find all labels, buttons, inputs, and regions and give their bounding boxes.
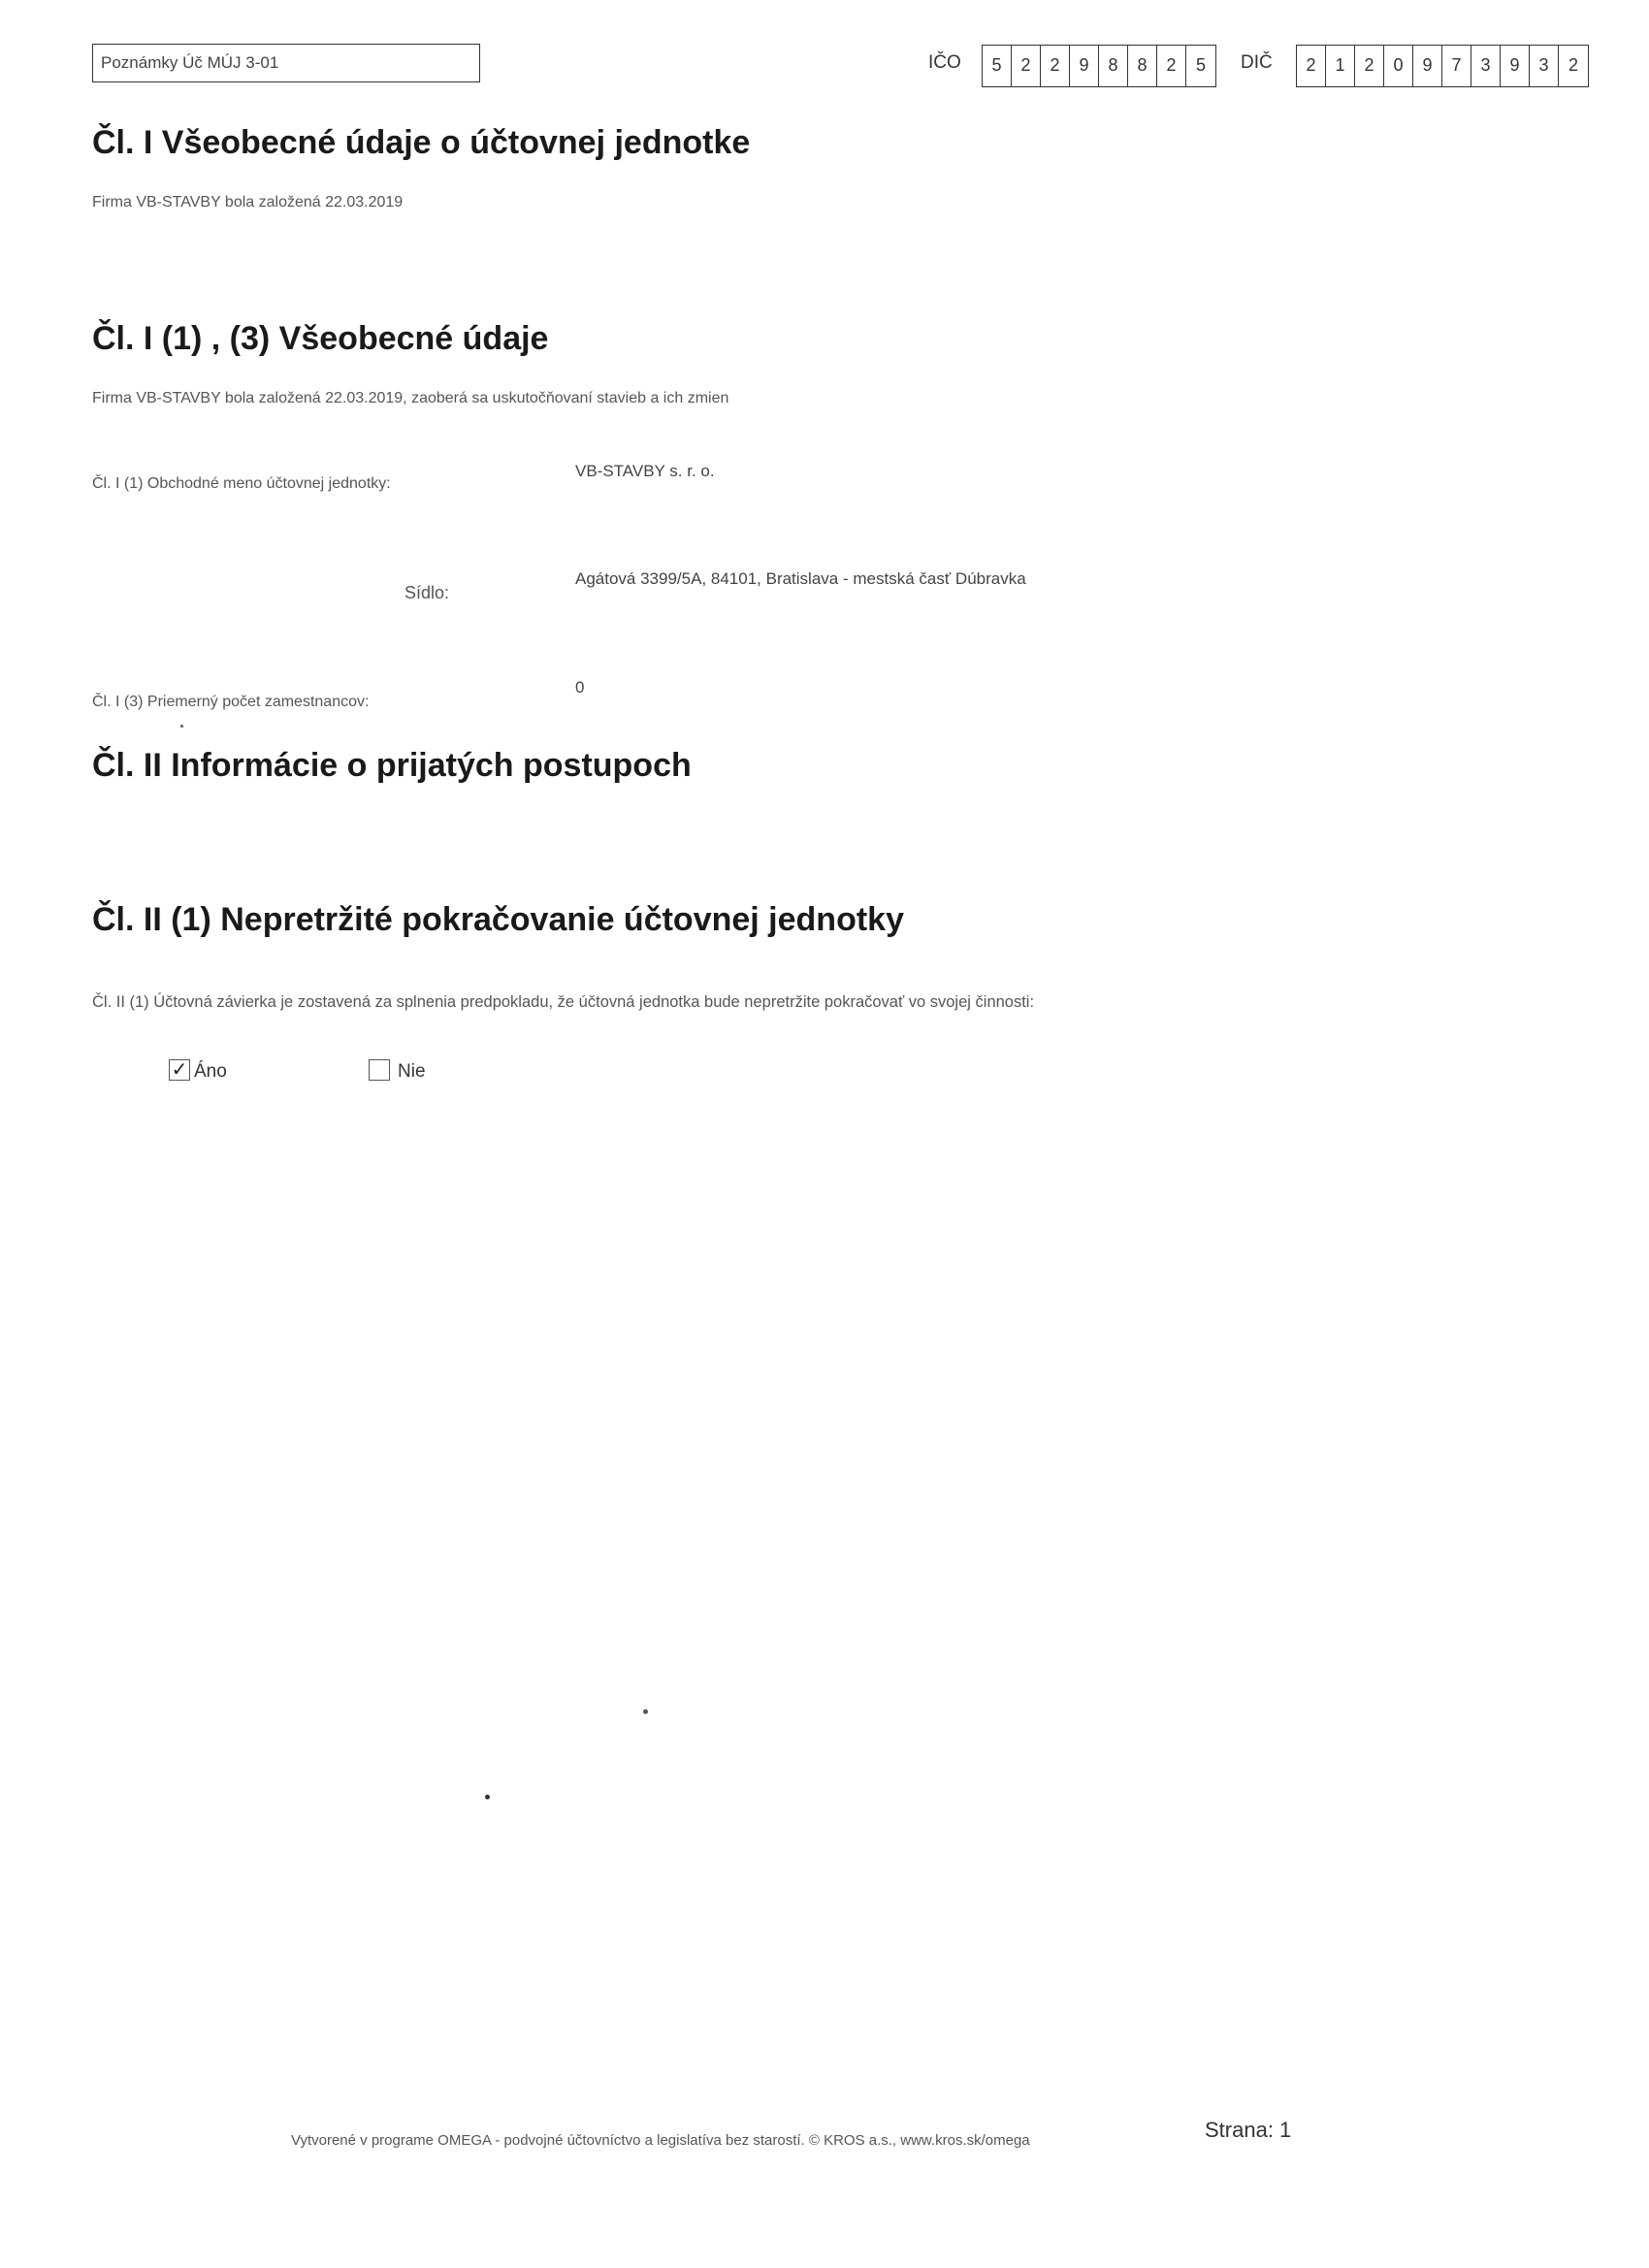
employees-value: 0 — [575, 678, 585, 697]
form-label-box: Poznámky Úč MÚJ 3-01 — [92, 44, 480, 82]
seat-label: Sídlo: — [404, 583, 450, 602]
dic-digit-boxes — [1296, 45, 1589, 87]
digit-box: 2 — [1157, 46, 1186, 86]
digit-box: 9 — [1413, 46, 1442, 86]
scan-speck — [485, 1795, 490, 1799]
digit-box: 2 — [1012, 46, 1041, 86]
company-name-value: VB-STAVBY s. r. o. — [575, 462, 715, 480]
checkbox-yes[interactable] — [169, 1059, 190, 1081]
digit-box: 5 — [983, 46, 1012, 86]
checkbox-no-label: Nie — [398, 1061, 426, 1082]
checkbox-no[interactable] — [369, 1059, 390, 1081]
digit-box: 8 — [1099, 46, 1128, 86]
digit-box: 3 — [1530, 46, 1559, 86]
digit-box: 2 — [1297, 46, 1326, 86]
company-name-label: Čl. I (1) Obchodné meno účtovnej jednotky: — [92, 475, 391, 492]
digit-box: 8 — [1128, 46, 1157, 86]
digit-box: 0 — [1384, 46, 1413, 86]
digit-box: 2 — [1568, 55, 1578, 75]
page-number: Strana: 1 — [1205, 2118, 1292, 2142]
checkbox-yes-label: Áno — [194, 1061, 227, 1082]
employees-label: Čl. I (3) Priemerný počet zamestnancov: — [92, 694, 370, 710]
digit-box: 2 — [1041, 46, 1070, 86]
ico-label: IČO — [928, 52, 961, 73]
check-icon: ✓ — [171, 1059, 188, 1081]
ico-digit-boxes — [982, 45, 1216, 87]
digit-box: 9 — [1070, 46, 1099, 86]
scan-speck — [180, 725, 183, 728]
section-1-title: Čl. I Všeobecné údaje o účtovnej jednotke — [92, 124, 751, 161]
section-1-text: Firma VB-STAVBY bola založená 22.03.2019 — [92, 194, 404, 211]
scan-speck — [643, 1709, 648, 1714]
seat-value: Agátová 3399/5A, 84101, Bratislava - mestská časť Dúbravka — [575, 569, 1026, 588]
digit-box: 7 — [1442, 46, 1471, 86]
digit-box: 5 — [1195, 55, 1206, 75]
digit-box: 1 — [1326, 46, 1355, 86]
section-3-title: Čl. II Informácie o prijatých postupoch — [92, 747, 692, 784]
section-4-title: Čl. II (1) Nepretržité pokračovanie účtovnej jednotky — [92, 901, 904, 938]
dic-label: DIČ — [1241, 52, 1273, 73]
section-2-title: Čl. I (1) , (3) Všeobecné údaje — [92, 320, 549, 357]
section-4-text: Čl. II (1) Účtovná závierka je zostavená za splnenia predpokladu, že účtovná jednotka bude nepretržite pokračovať vo svojej činnosti: — [92, 993, 1035, 1011]
footer-text: Vytvorené v programe OMEGA - podvojné účtovníctvo a legislatíva bez starostí. © KROS a.s., www.kros.sk/omega — [291, 2132, 1030, 2149]
section-2-text: Firma VB-STAVBY bola založená 22.03.2019, zaoberá sa uskutočňovaní stavieb a ich zmien — [92, 390, 729, 406]
digit-box: 2 — [1355, 46, 1384, 86]
digit-box: 3 — [1471, 46, 1501, 86]
digit-box: 9 — [1501, 46, 1530, 86]
